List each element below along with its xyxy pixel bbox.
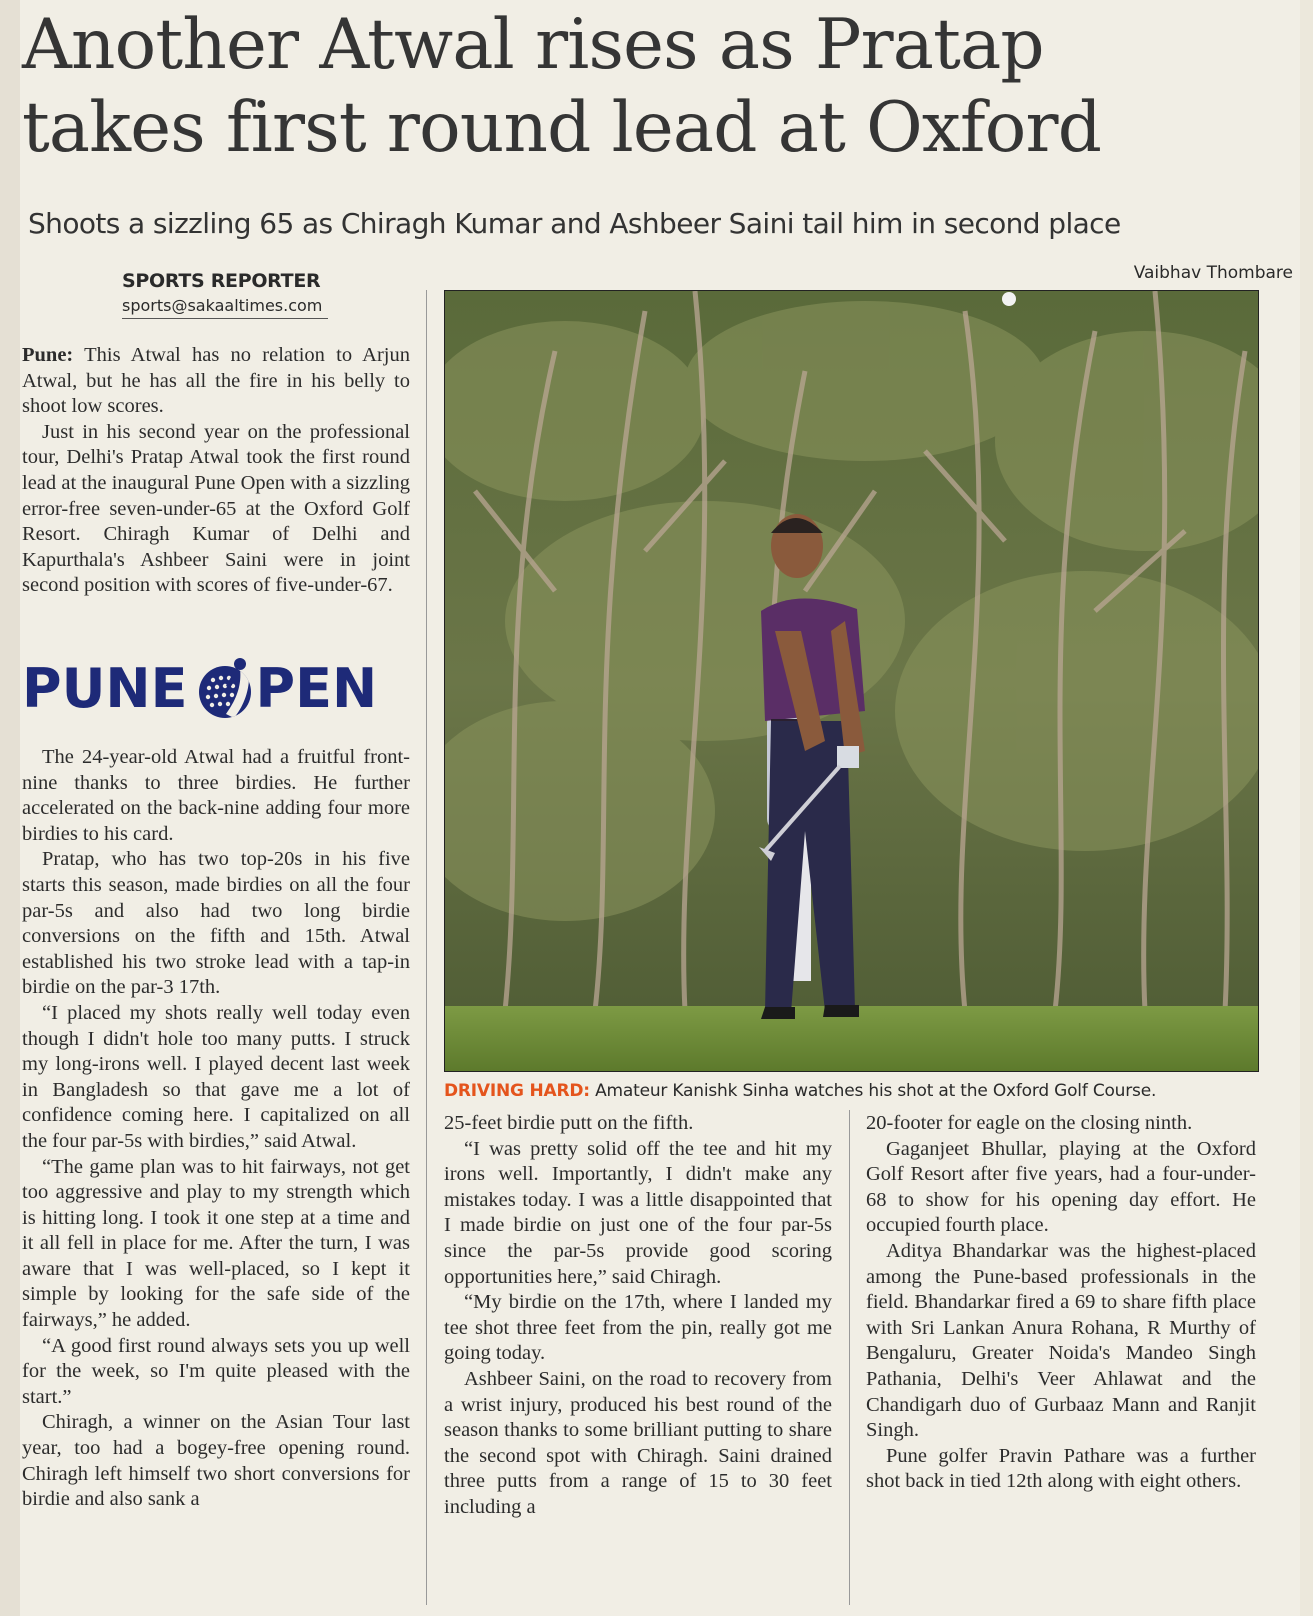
headline-line-2: takes first round lead at Oxford	[22, 88, 1102, 168]
headline-line-1: Another Atwal rises as Pratap	[22, 5, 1044, 85]
logo-text-pen: PEN	[255, 656, 378, 720]
column-2	[444, 1111, 832, 1521]
paragraph: Pune golfer Pravin Pathare was a further shot back in tied 12th along with eight others.	[866, 1444, 1256, 1493]
column-rule	[426, 290, 427, 1605]
paragraph: “My birdie on the 17th, where I landed my tee shot three feet from the pin, really got me going today.	[444, 1291, 832, 1365]
paragraph: Pratap, who has two top-20s in his five starts this season, made birdies on all the four par-5s and also had two long birdie conversions on the fifth and 15th. Atwal established his two stroke lead with a tap-in birdie on the par-3 17th.	[22, 848, 410, 999]
paragraph: Gaganjeet Bhullar, playing at the Oxford Golf Resort after five years, had a four-under-68 to show for his opening day effort. He occupied fourth place.	[866, 1137, 1256, 1237]
byline-email: sports@sakaaltimes.com	[122, 294, 328, 319]
column-3	[866, 1111, 1256, 1495]
golfer-photo	[444, 290, 1259, 1072]
deck-subheadline: Shoots a sizzling 65 as Chiragh Kumar and Ashbeer Saini tail him in second place	[28, 207, 1121, 240]
paragraph: 25-feet birdie putt on the fifth.	[444, 1112, 694, 1134]
paragraph: Chiragh, a winner on the Asian Tour last year, too had a bogey-free opening round. Chiragh left himself two short conversions for birdie and also sank a	[22, 1411, 410, 1511]
byline	[122, 268, 328, 319]
paragraph: “I was pretty solid off the tee and hit my irons well. Importantly, I didn't make any mistakes today. I was a little disappointed that I made birdie on just one of the four par-5s since the par-5s provide good scoring opportunities here,” said Chiragh.	[444, 1137, 832, 1288]
paragraph: “I placed my shots really well today even though I didn't hole too many putts. I struck my long-irons well. I played decent last week in Bangladesh so that gave me a lot of confidence coming here. I capitalized on all the four par-5s with birdies,” said Atwal.	[22, 1001, 410, 1152]
column-1-bottom	[22, 745, 410, 1513]
pune-open-logo	[22, 647, 412, 729]
logo-text-pune: PUNE	[22, 656, 188, 720]
paragraph: “The game plan was to hit fairways, not get too aggressive and play to my strength which is hitting long. I took it one step at a time and it all fell in place for me. After the turn, I was aware that I was well-placed, so I kept it simple by looking for the safe side of the fairways,” he added.	[22, 1155, 410, 1332]
paragraph-text: This Atwal has no relation to Arjun Atwal, but he has all the fire in his belly to shoot low scores.	[22, 344, 410, 418]
caption-text: Amateur Kanishk Sinha watches his shot at the Oxford Golf Course.	[589, 1081, 1157, 1101]
paragraph: 20-footer for eagle on the closing ninth.	[866, 1112, 1193, 1134]
golf-ball-swing-icon	[196, 656, 254, 720]
paragraph: “A good first round always sets you up well for the week, so I'm quite pleased with the start.”	[22, 1334, 410, 1408]
bleed-left-margin	[0, 0, 20, 1616]
dateline: Pune:	[22, 344, 74, 366]
golfer-photo-image	[445, 291, 1258, 1071]
byline-name: SPORTS REPORTER	[122, 270, 321, 292]
paragraph: The 24-year-old Atwal had a fruitful front-nine thanks to three birdies. He further accelerated on the back-nine adding four more birdies to his card.	[22, 746, 410, 845]
column-rule	[849, 1110, 850, 1605]
paragraph: Just in his second year on the professional tour, Delhi's Pratap Atwal took the first round lead at the inaugural Pune Open with a sizzling error-free seven-under-65 at the Oxford Golf Resort. Chiragh Kumar of Delhi and Kapurthala's Ashbeer Saini were in joint second position with scores of five-under-67.	[22, 420, 410, 597]
caption-tag: DRIVING HARD:	[444, 1081, 590, 1101]
paragraph	[22, 343, 410, 420]
column-1-top	[22, 343, 410, 599]
paragraph: Ashbeer Saini, on the road to recovery from a wrist injury, produced his best round of the season thanks to some brilliant putting to share the second spot with Chiragh. Saini drained three putts from a range of 15 to 30 feet including a	[444, 1367, 832, 1518]
headline	[22, 4, 1290, 170]
paragraph: Aditya Bhandarkar was the highest-placed among the Pune-based professionals in the field. Bhandarkar fired a 69 to share fifth place with Sri Lankan Anura Rohana, R Murthy of Bengaluru, Greater Noida's Mandeo Singh Pathania, Delhi's Veer Ahlawat and the Chandigarh duo of Gurbaaz Mann and Ranjit Singh.	[866, 1239, 1256, 1442]
photo-credit: Vaibhav Thombare	[1133, 263, 1293, 283]
photo-caption	[444, 1078, 1257, 1104]
